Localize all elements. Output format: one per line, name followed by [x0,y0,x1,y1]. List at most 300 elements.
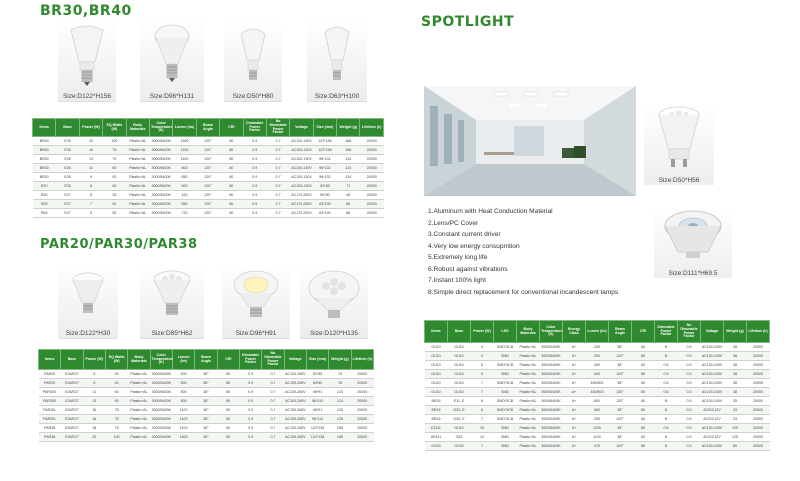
table-cell: 20000 [360,137,384,146]
br30-bulb-image [153,24,191,86]
table-cell: E26/E27 [61,433,83,442]
table-cell: 80 [632,361,655,370]
table-cell: 1100 [173,155,196,164]
column-header: Base [56,119,79,137]
table-cell: 0.7 [262,397,284,406]
table-cell: GU10 [448,370,471,379]
table-cell: 0.9 [239,379,261,388]
table-cell: 80 [217,370,239,379]
table-cell: 0.9 [243,173,266,182]
table-cell: 33 [724,415,747,424]
table-cell: AC100-265V [284,397,306,406]
table-row [425,388,770,397]
table-cell: 3000/6400K [149,182,172,191]
table-cell: GU10 [448,379,471,388]
table-cell: 0.7 [266,146,289,155]
table-cell: BR16 [425,415,448,424]
table-cell: 0.5 [678,343,701,352]
table-cell: 20000 [360,155,384,164]
table-cell: 46 [337,191,360,200]
column-header: Beam Angle [195,350,217,370]
table-cell: 20000 [360,173,384,182]
table-cell: 50 [103,173,126,182]
table-cell: 7 [471,379,494,388]
table-cell: 120° [196,191,219,200]
table-cell: 128 [329,415,351,424]
table-cell: 0.7 [262,415,284,424]
column-header: Lifetime (h) [351,350,373,370]
table-row [33,182,384,191]
table-cell: 1100 [172,415,194,424]
table-cell: GU10 [448,424,471,433]
table-header-row [425,321,770,343]
table-cell: AC100-130V [290,164,313,173]
table-cell: 38 [724,388,747,397]
table-cell: AC100-130V [290,182,313,191]
table-cell: 80 [220,164,243,173]
table-cell: 38° [195,424,217,433]
table-cell: AC100-265V [284,379,306,388]
table-cell: 0.7 [262,370,284,379]
table-cell: 470 [586,442,609,451]
table-cell: 20000 [351,388,373,397]
table-cell: 1500 [172,433,194,442]
table-cell: 7 [79,200,102,209]
table-cell: 80 [220,137,243,146]
table-cell: E26 [56,137,79,146]
table-cell: A+ [563,406,586,415]
table-cell: AC100-265V [284,424,306,433]
table-cell: AC100-240V [701,370,724,379]
table-cell: 0.7 [266,191,289,200]
br-spec-table [32,118,384,218]
table-cell: 20 [79,137,102,146]
column-header: Color Temperature (K) [150,350,172,370]
table-cell: 80 [217,415,239,424]
table-cell: 3000/6400K [150,433,172,442]
table-cell: 3000/6400K [540,424,563,433]
table-cell: E27 [56,191,79,200]
table-cell: Plastic+AL [128,433,150,442]
table-cell: 75 [103,155,126,164]
table-cell: 0.5 [678,433,701,442]
table-row [425,352,770,361]
table-cell: 75 [105,406,127,415]
table-cell: 0.9 [243,164,266,173]
feature-item: 4.Very low energy consupmtion [428,242,520,250]
table-row [425,370,770,379]
table-row [425,397,770,406]
table-cell: GX53 [425,442,448,451]
par30s-size-label: Size:D85*H62 [151,330,193,337]
table-cell: 400 [586,361,609,370]
feature-item: 1.Aluminum with Heat Conduction Material [428,208,553,215]
feature-item: 8.Simple direct replacement for conventional incandescent lamps [428,288,619,296]
table-cell: Plastic+AL [128,424,150,433]
table-cell: A+ [563,415,586,424]
table-cell: 0.5 [678,379,701,388]
column-header: Base [448,321,471,343]
table-cell: Plastic+AL [128,397,150,406]
table-row [33,137,384,146]
column-header: Energy Class [563,321,586,343]
table-cell: 0.9 [243,182,266,191]
table-cell: 3000/6400K [149,146,172,155]
table-cell: G53 [448,433,471,442]
table-cell: AC100-130V [290,155,313,164]
column-header: Lifetime (h) [360,119,384,137]
column-header: CRI [220,119,243,137]
table-row [425,424,770,433]
table-cell: 80 [632,433,655,442]
table-cell: 500 [172,379,194,388]
table-cell: AC100-130V [290,146,313,155]
table-cell: R20 [33,182,56,191]
table-cell: 96*113 [306,397,328,406]
table-cell: 0.9 [239,424,261,433]
table-cell: 122*156 [313,137,336,146]
table-cell: 0.6 [655,361,678,370]
table-cell: Plastic+AL [128,370,150,379]
feature-item: 6.Robust against vibrations [428,265,508,273]
table-cell: BR16 [425,397,448,406]
table-cell: 80 [220,146,243,155]
table-cell: 720 [173,209,196,218]
table-cell: A+ [563,388,586,397]
table-cell: 75 [105,424,127,433]
table-cell: 80 [632,397,655,406]
table-cell: N [655,352,678,361]
table-row [425,442,770,451]
feature-item: 7.Instant 100% light [428,277,486,284]
table-cell: GU10 [425,361,448,370]
table-cell: AC100-240V [701,361,724,370]
table-cell: PAR30S [39,388,61,397]
table-cell: 125 [724,424,747,433]
table-cell: 800 [172,388,194,397]
table-cell: AC100-265V [284,370,306,379]
column-header: Voltage [284,350,306,370]
table-row [33,173,384,182]
table-cell: 38° [609,379,632,388]
table-cell: 9 [79,209,102,218]
table-cell: BR16 [425,406,448,415]
table-cell: 3000/6400K [150,370,172,379]
table-cell: 3000/6400K [540,343,563,352]
table-cell: 124 [337,173,360,182]
table-row [33,200,384,209]
table-cell: 3000/6400K [540,442,563,451]
table-cell: 3000/6400K [150,424,172,433]
table-cell: 3000/6400K [540,406,563,415]
table-cell: 96*91 [306,388,328,397]
column-header: Size (mm) [306,350,328,370]
table-cell: 0.7 [266,173,289,182]
table-cell: 168 [337,137,360,146]
table-row [39,433,374,442]
spotlight-spec-table [424,320,770,451]
table-cell: BR40 [33,146,56,155]
table-cell: 550 [173,200,196,209]
table-cell: 20000 [747,406,770,415]
table-cell: 80 [632,343,655,352]
table-cell: 80 [220,173,243,182]
column-header: Body Materials [128,350,150,370]
table-cell: 3000/6400K [150,379,172,388]
table-cell: N [655,433,678,442]
table-cell: 0.9 [239,415,261,424]
column-header: Body Materials [126,119,149,137]
table-cell: E26 [56,155,79,164]
table-cell: 800 [172,397,194,406]
table-cell: GX53 [448,442,471,451]
table-cell: 30 [103,191,126,200]
table-cell: 20000 [360,200,384,209]
table-cell: 20000 [360,209,384,218]
table-cell: Plastic+AL [126,173,149,182]
table-cell: 122*138 [306,424,328,433]
table-cell: A+ [563,397,586,406]
column-header: Lumen (lm) [586,321,609,343]
table-cell: 20000 [747,352,770,361]
table-row [425,433,770,442]
table-cell: 38° [609,343,632,352]
table-cell: Plastic+AL [517,388,540,397]
table-cell: 3000/6400K [149,164,172,173]
table-cell: 4 [471,343,494,352]
table-cell: 0.9 [243,200,266,209]
table-cell: 80 [632,370,655,379]
table-cell: 50 [103,209,126,218]
table-cell: A+ [563,442,586,451]
table-cell: 20000 [360,164,384,173]
table-cell: 0.7 [266,200,289,209]
table-cell: 78 [329,379,351,388]
par30l-bulb-image [231,269,281,321]
table-cell: 20000 [351,415,373,424]
table-cell: 38° [195,370,217,379]
office-interior-image [424,86,636,196]
table-cell: 13 [79,155,102,164]
r63-size-label: Size:D63*H100 [314,93,360,100]
table-cell: 96*91 [306,406,328,415]
table-cell: 80 [220,200,243,209]
table-cell: 88 [337,200,360,209]
table-cell: 650 [173,173,196,182]
table-row [33,155,384,164]
table-cell: 100 [105,433,127,442]
table-cell: R50 [33,191,56,200]
feature-item: 5.Extremely long life [428,254,488,261]
par38-size-label: Size:D120*H135 [309,330,359,337]
column-header: Body Materials [517,321,540,343]
table-cell: 80 [217,388,239,397]
r50-size-label: Size:D50*H80 [232,93,274,100]
table-cell: 20000 [351,370,373,379]
table-row [39,424,374,433]
table-cell: 0.9 [239,388,261,397]
table-cell: SMD [494,442,517,451]
table-cell: Plastic+AL [517,361,540,370]
column-header: Weight (g) [337,119,360,137]
table-cell: 0.7 [266,164,289,173]
table-cell: 3000/6400K [150,397,172,406]
table-cell: 80 [217,406,239,415]
table-cell: 124 [329,397,351,406]
table-cell: 120° [609,352,632,361]
table-cell: N [655,406,678,415]
par30l-bulb-card [222,263,290,339]
column-header: Dimmable Power Factor [239,350,261,370]
r50-bulb-image [238,24,268,86]
table-cell: E26/E27 [61,388,83,397]
column-header: Dimmable Power Factor [243,119,266,137]
table-cell: 38 [724,361,747,370]
table-cell: AC100-265V [284,388,306,397]
column-header: CRI [632,321,655,343]
table-cell: A+ [563,361,586,370]
table-cell: 20000 [351,397,373,406]
table-cell: 80 [632,388,655,397]
par20-bulb-image [71,271,105,319]
par38-bulb-image [307,268,361,322]
table-cell: 80 [632,424,655,433]
br-section-title: BR30,BR40 [40,3,132,19]
table-cell: Plastic+AL [126,209,149,218]
table-cell: 6 [83,370,105,379]
table-cell: SMD [494,433,517,442]
table-cell: 120° [196,200,219,209]
table-cell: 38 [724,343,747,352]
table-cell: 80 [220,209,243,218]
table-cell: 0.6 [655,424,678,433]
column-header: No Dimmable Power Factor [678,321,701,343]
table-cell: E26 [56,164,79,173]
table-cell: 80 [217,433,239,442]
table-cell: 420 [173,191,196,200]
table-cell: 38° [195,379,217,388]
table-cell: 16 [83,406,105,415]
par20-bulb-card [58,263,118,339]
table-cell: Plastic+AL [517,415,540,424]
table-cell: 35 [724,397,747,406]
table-cell: 120° [196,155,219,164]
table-cell: 80 [217,379,239,388]
table-cell: N [655,343,678,352]
column-header: Lifetime (h) [747,321,770,343]
table-cell: Plastic+AL [126,137,149,146]
table-cell: 0.7 [266,209,289,218]
table-cell: R63 [33,200,56,209]
par30s-bulb-image [152,269,192,321]
table-cell: GU10 [448,352,471,361]
table-cell: Plastic+AL [128,388,150,397]
table-cell: 3000/6400K [149,200,172,209]
table-cell: E26/E27 [61,406,83,415]
table-cell: PAR30S [39,397,61,406]
column-header: Items [425,321,448,343]
table-cell: 122*138 [306,433,328,442]
spot-section-title: SPOTLIGHT [421,14,515,30]
table-cell: 3000/6400K [150,406,172,415]
table-cell: A+ [563,424,586,433]
par30l-size-label: Size:D96*H91 [235,330,277,337]
table-cell: 38° [195,397,217,406]
column-header: Dimmable Power Factor [655,321,678,343]
table-cell: 1200 [586,424,609,433]
table-cell: PAR30L [39,406,61,415]
table-cell: 0.5 [678,442,701,451]
column-header: No Dimmable Power Factor [266,119,289,137]
column-header: Power (W) [471,321,494,343]
br40-bulb-card [58,20,116,102]
table-cell: A+ [563,343,586,352]
table-cell: AC100-240V [701,352,724,361]
table-cell: 120° [196,173,219,182]
table-cell: 450/500 [586,388,609,397]
column-header: Size (mm) [313,119,336,137]
table-cell: 60 [105,397,127,406]
table-cell: 3000/6400K [540,352,563,361]
table-row [39,406,374,415]
br40-bulb-image [67,24,107,86]
table-cell: 230 [586,343,609,352]
table-cell: 20000 [747,343,770,352]
table-cell: 64*82 [306,379,328,388]
table-cell: 20000 [747,442,770,451]
table-cell: 3 [471,352,494,361]
table-cell: SMD [494,370,517,379]
table-cell: 0.7 [262,433,284,442]
table-cell: 63*85 [313,182,336,191]
par-section-title: PAR20/PAR30/PAR38 [40,237,198,252]
table-cell: 168 [337,146,360,155]
table-cell: 40 [103,200,126,209]
table-cell: Plastic+AL [126,164,149,173]
table-cell: Plastic+AL [126,182,149,191]
table-cell: 20000 [747,361,770,370]
table-cell: 80 [632,442,655,451]
column-header: Beam Angle [196,119,219,137]
table-cell: AC100-130V [290,173,313,182]
table-cell: 75 [103,146,126,155]
table-cell: 96*131 [313,173,336,182]
table-cell: E26 [56,182,79,191]
table-cell: 400 [586,370,609,379]
table-cell: Plastic+AL [126,191,149,200]
table-cell: 8 [79,182,102,191]
table-cell: 0.9 [243,137,266,146]
table-cell: 38° [195,415,217,424]
table-cell: 0.7 [266,137,289,146]
table-cell: Plastic+AL [517,442,540,451]
table-cell: AC100-265V [284,433,306,442]
table-cell: 600 [586,406,609,415]
table-cell: 20000 [747,397,770,406]
table-cell: 80 [724,442,747,451]
table-cell: 80 [220,155,243,164]
table-cell: G53, E [448,406,471,415]
column-header: Weight (g) [724,321,747,343]
table-cell: Plastic+AL [517,424,540,433]
table-cell: 20000 [351,379,373,388]
table-cell: 500 [173,182,196,191]
table-cell: 0.6 [655,379,678,388]
column-header: Beam Angle [609,321,632,343]
table-cell: 63*100 [313,200,336,209]
column-header: Items [33,119,56,137]
table-cell: 800 [173,164,196,173]
